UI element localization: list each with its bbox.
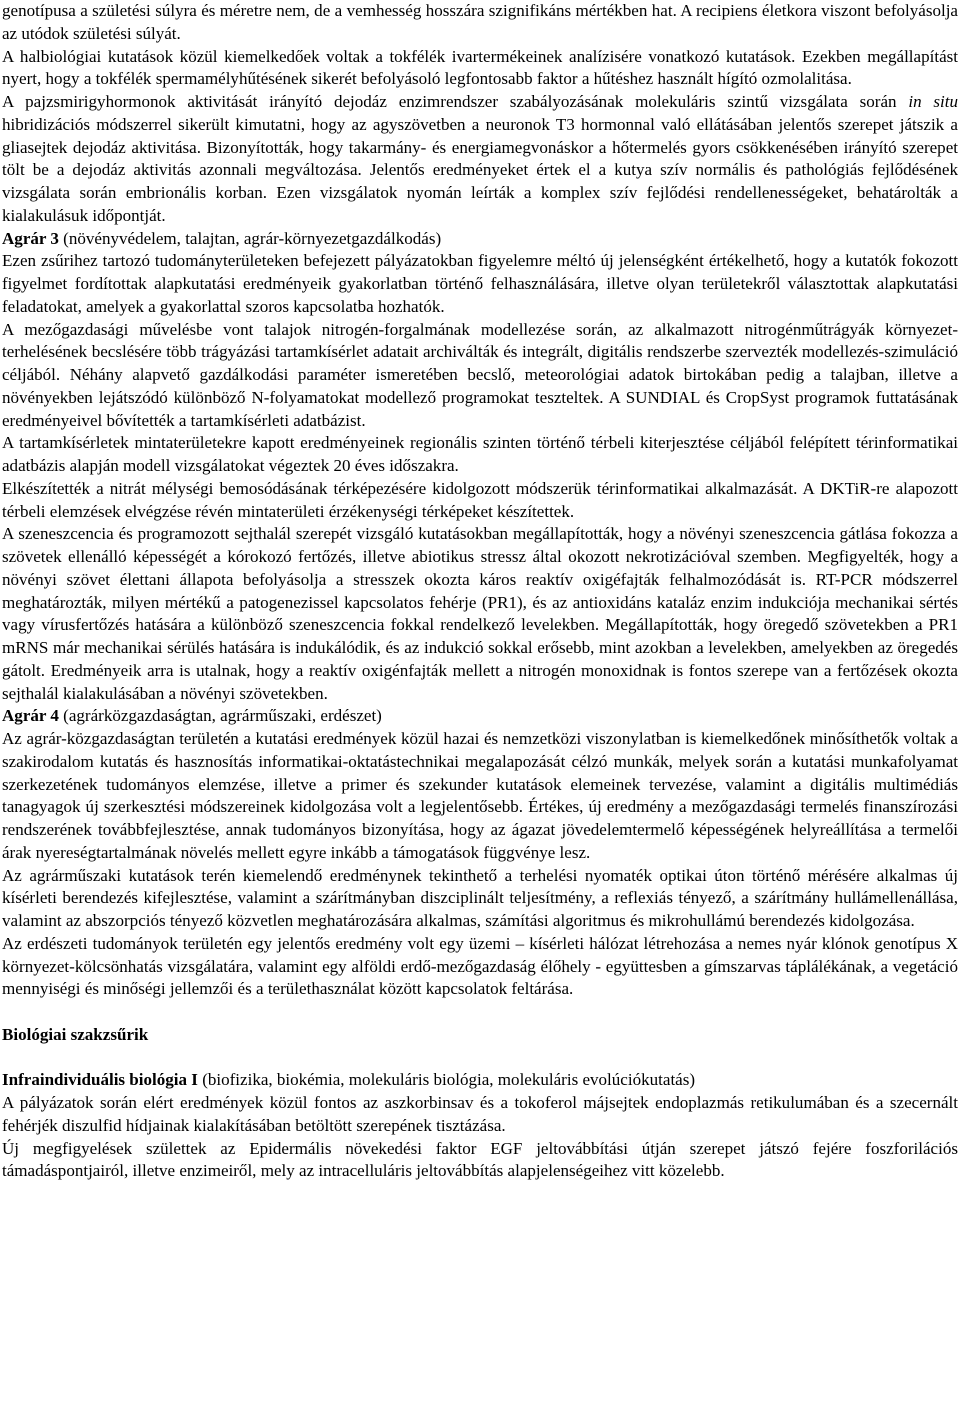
paragraph-nitrogen: A mezőgazdasági művelésbe vont talajok nitrogén-forgalmának modellezése során, az alkalmazott nitrogénműtrágyák környezet-terhelésének becslésére több trágyázási tartamkísérlet adatait archiválták és integrált, digitális rendszerbe szervezték modellezés-szimuláció céljából. Néhány alapvető gazdálkodási paraméter ismeretében becslő, meteorológiai adatok birtokában pedig a talajban, illetve a növényekben lejátszódó különböző N-folyamatokat modellező programokat teszteltek. A SUNDIAL és CropSyst programok futtatásának eredményeivel bővítették a tartamkísérleti adatbázist. [2, 319, 958, 430]
paragraph-aszkorbinsav: A pályázatok során elért eredmények közül fontos az aszkorbinsav és a tokoferol májsejtek endoplazmás retikulumában és a szecernált fehérjék diszulfid hídjainak kialakításában betöltött szerepének tisztázása. [2, 1093, 958, 1135]
paragraph-szeneszcencia: A szeneszcencia és programozott sejthalál szerepét vizsgáló kutatásokban megállapították, hogy a növényi szeneszcencia gátlása fokozza a szövetek ellenálló képességét a kórokozó fertőzés, illetve abiotikus stressz által okozott nekrotizációval szemben. Megfigyelték, hogy a növényi szövet élettani állapota befolyásolja a stresszek okozta káros reaktív oxigéfajták felhalmozódását is. RT-PCR módszerrel meghatározták, milyen mértékű a patogenezissel kapcsolatos fehérje (PR1), és az antioxidáns kataláz enzim indukciója mechanikai sértés vagy vírusfertőzés hatására a különböző szeneszcencia fokkal rendelkező levelekben. Megállapították, hogy öregedő szövetekben a PR1 mRNS már mechanikai sérülés hatására is indukálódik, és az indukció sokkal erősebb, mint azokban a levelekben, amelyekben az öregedés gátolt. Eredményeik arra is utalnak, hogy a reaktív oxigénfajták mellett a nitrogén monoxidnak is fontos szerepe van a fertőzések okozta sejthalál kialakulásában a növényi szövetekben. [2, 524, 958, 703]
heading-bold: Infraindividuális biológia I [2, 1070, 198, 1090]
paragraph-tartamkiserlet: A tartamkísérletek mintaterületekre kapott eredményeinek regionális szinten történő térbeli kiterjesztése céljából felépített térinformatikai adatbázis alapján modell vizsgálatokat végeztek 20 éves időszakra. [2, 433, 958, 475]
paragraph-erdeszet: Az erdészeti tudományok területén egy jelentős eredmény volt egy üzemi – kísérleti hálózat létrehozása a nemes nyár klónok genotípus X környezet-kölcsönhatás vizsgálatára, valamint egy alföldi erdő-mezőgazdaság élőhely - együttesben a gímszarvas táplálékának, a vegetáció mennyiségi és minőségi jellemzői és a területhasználat között kapcsolatok feltárása. [2, 933, 958, 999]
paragraph-kozgazdasag: Az agrár-közgazdaságtan területén a kutatási eredmények közül hazai és nemzetközi viszonylatban is kiemelkedőnek minősíthetők voltak a szakirodalom kutatás és hasznosítás informatikai-oktatástechnikai megalapozását célzó munkák, melyek során a kutatási munkafolyamat szerkezetének tudományos elemzése, illetve a primer és szekunder kutatások elemeinek tervezése, valamint a digitális multimédiás tanagyagok új szerkesztési módszereinek kidolgozása volt a legjelentősebb. Értékes, új eredmény a mezőgazdasági termelés finanszírozási rendszerének továbbfejlesztése, annak tudományos bizonyítása, hogy az ágazat jövedelemtermelő képességének helyreállítása a termelői árak nyereségtartalmának növelés mellett egyre inkább a támogatások függvénye lesz. [2, 729, 958, 862]
spacer [2, 1001, 958, 1024]
paragraph-zsuri: Ezen zsűrihez tartozó tudományterületeken befejezett pályázatokban figyelemre méltó új jelenségként értékelhető, hogy a kutatók fokozott figyelmet fordítottak alapkutatási eredményeik gyakorlatban történő felhasználására, illetve olyan területekről választottak alapkutatási feladatokat, amelyek a gyakorlattal szoros kapcsolatba hozhatók. [2, 251, 958, 316]
paragraph-halbiologia: A halbiológiai kutatások közül kiemelkedőek voltak a tokfélék ivartermékeinek analízisére vonatkozó kutatások. Ezekben megállapítást nyert, hogy a tokfélék spermamélyhűtésének sikerét befolyásoló legfontosabb faktor a hűtéshez használt hígító ozmolalitása. [2, 46, 958, 89]
heading-rest: (agrárközgazdaságtan, agrárműszaki, erdészet) [58, 706, 382, 726]
paragraph-pajzsmirigy [2, 91, 958, 228]
heading-bold: Agrár 4 [2, 706, 59, 726]
paragraph-egf: Új megfigyelések születtek az Epidermális növekedési faktor EGF jeltovábbítási útján szerepet játszó fejére foszforilációs támadáspontjairól, illetve enzimeiről, mely az intracelluláris jeltovábbítás alapjelenségeihez vitt közelebb. [2, 1138, 958, 1181]
paragraph-agrarmuszaki: Az agrárműszaki kutatások terén kiemelendő eredménynek tekinthető a terhelési nyomaték optikai úton történő mérésére alkalmas új kísérleti berendezés kifejlesztése, valamint a szárítmányban diszciplinált teljesítmény, a reflexiás tényező, a szárítmány hullámellenállása, valamint az abszorpciós tényező közvetlen meghatározására alkalmas, számítási algoritmus és mikrohullámú berendezés kidolgozása. [2, 865, 958, 930]
section-heading-biologia [2, 1024, 958, 1047]
text-span: A pajzsmirigyhormonok aktivitását irányító dejodáz enzimrendszer szabályozásának molekuláris szintű vizsgálata során [2, 92, 909, 111]
italic-term: in situ [908, 92, 958, 111]
heading-bold: Biológiai szakzsűrik [2, 1024, 149, 1044]
paragraph-nitrat: Elkészítették a nitrát mélységi bemosódásának térképezésére kidolgozott módszerük térinformatikai alkalmazását. A DKTiR-re alapozott térbeli elemzések elvégzése révén mintaterületi érzékenységi térképeket készítettek. [2, 478, 958, 521]
heading-bold: Agrár 3 [2, 228, 59, 248]
paragraph-recipiens: genotípusa a születési súlyra és méretre nem, de a vemhesség hosszára szignifikáns mértékben hat. A recipiens életkora viszont befolyásolja az utódok születési súlyát. [2, 1, 958, 43]
text-span: hibridizációs módszerrel sikerült kimutatni, hogy az agyszövetben a neuronok T3 hormonnal való ellátásában jelentős szerepet játszik a gliasejtek dejodáz aktivitása. Bizonyították, hogy takarmány- és energiamegvonáskor a hőtermelés gyors csökkenésében irányító szerepet tölt be a dejodáz aktivitás azonnali megváltozása. Jelentős eredményeket értek el a kutya szív normális és pathológiás fejlődésének vizsgálata során embrionális korban. Ezen vizsgálatok nyomán leírták a komplex szív fejlődési rendellenességeket, behatárolták a kialakulásuk időpontját. [2, 114, 958, 225]
section-heading-agrar4 [2, 705, 958, 728]
heading-rest: (növényvédelem, talajtan, agrár-környezetgazdálkodás) [58, 228, 442, 248]
heading-rest: (biofizika, biokémia, molekuláris biológia, molekuláris evolúciókutatás) [197, 1070, 696, 1090]
section-heading-infraindividualis [2, 1069, 958, 1092]
section-heading-agrar3 [2, 228, 958, 251]
spacer [2, 1047, 958, 1070]
